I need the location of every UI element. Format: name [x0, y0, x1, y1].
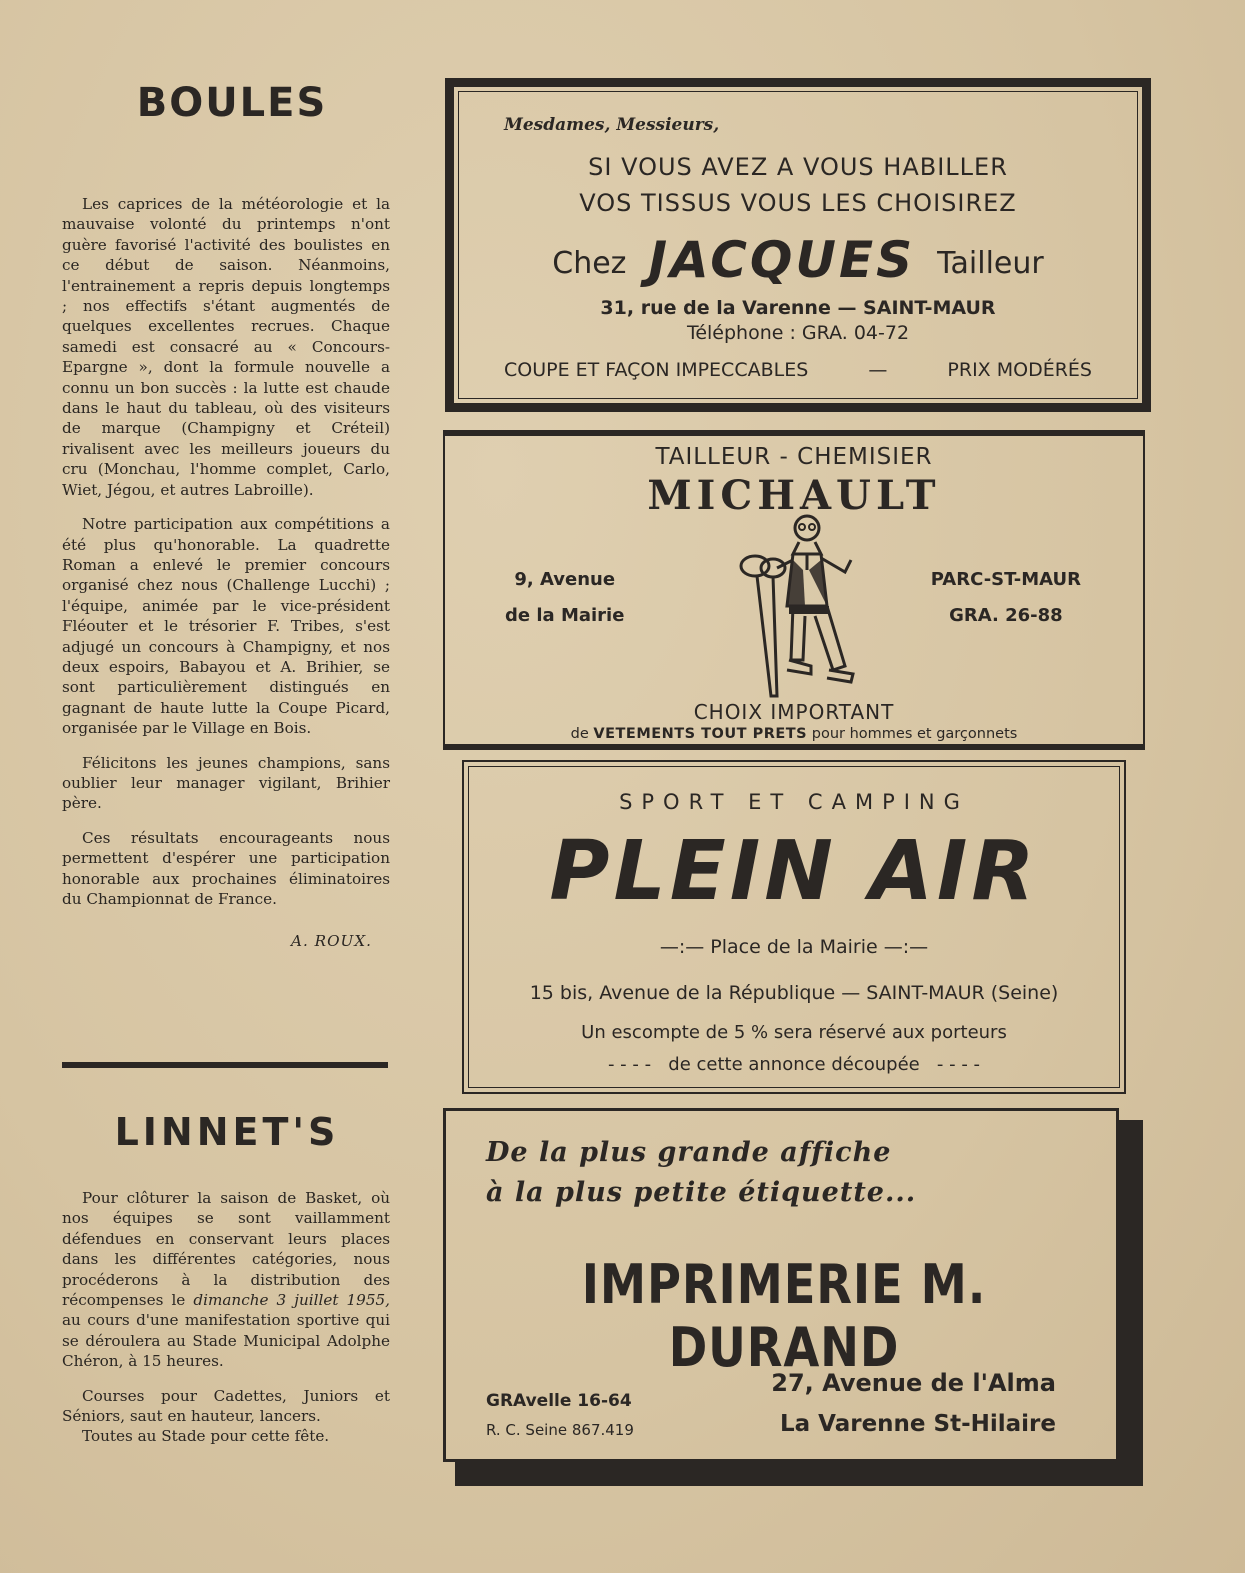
ad-brand: IMPRIMERIE M. DURAND: [581, 1253, 987, 1379]
linnets-heading: LINNET'S: [114, 1110, 340, 1154]
ad-trade: Tailleur: [937, 246, 1044, 281]
ad-greeting: Mesdames, Messieurs,: [504, 115, 720, 135]
ad-slogan: De la plus grande affiche: [486, 1137, 892, 1168]
ad-address: 31, rue de la Varenne — SAINT-MAUR: [600, 297, 996, 319]
linnets-article: [62, 1188, 390, 1461]
linnets-text: Pour clôturer la saison de Basket, où nos équipes se sont vaillamment défendues en conservant leurs places dans les différentes catégories, nous procéderons à la distribution des récompenses le: [62, 1189, 390, 1310]
boules-paragraph: Félicitons les jeunes champions, sans oublier leur manager vigilant, Brihier père.: [62, 753, 390, 813]
ad-subline-text: de: [570, 726, 589, 742]
ad-footer-left: COUPE ET FAÇON IMPECCABLES: [504, 359, 809, 381]
linnets-date: dimanche 3 juillet 1955,: [193, 1291, 390, 1310]
ad-footer: [504, 359, 1092, 381]
ad-address: 27, Avenue de l'Alma: [771, 1369, 1056, 1397]
ad-contact-block: [931, 562, 1081, 634]
ad-footer-right: PRIX MODÉRÉS: [947, 359, 1092, 381]
ad-shadow: [455, 1462, 1143, 1486]
ad-shadow: [1119, 1120, 1143, 1486]
ad-address-line: 9, Avenue: [514, 569, 616, 590]
ad-chez: Chez: [552, 246, 627, 281]
ad-phone: GRAvelle 16-64: [486, 1391, 632, 1411]
ad-address-block: [505, 562, 624, 634]
ad-top-line: SPORT ET CAMPING: [619, 790, 969, 814]
ad-imprimerie-durand: [443, 1108, 1143, 1486]
ad-brand: JACQUES: [648, 231, 916, 289]
ad-brand: MICHAULT: [647, 472, 941, 519]
ad-headline: SI VOUS AVEZ A VOUS HABILLER: [588, 153, 1008, 181]
ad-headline: VOS TISSUS VOUS LES CHOISIREZ: [579, 189, 1017, 217]
ad-address: La Varenne St-Hilaire: [779, 1411, 1056, 1437]
ad-top-line: TAILLEUR - CHEMISIER: [655, 444, 933, 470]
ad-subline-bold: VETEMENTS TOUT PRETS: [593, 726, 808, 742]
ad-brand: PLEIN AIR: [549, 824, 1039, 919]
ad-jacques: [445, 78, 1151, 412]
section-divider: [62, 1062, 388, 1068]
linnets-paragraph: Toutes au Stade pour cette fête.: [82, 1427, 330, 1446]
ad-address: 15 bis, Avenue de la République — SAINT-MAUR (Seine): [529, 982, 1059, 1004]
boules-paragraph: Les caprices de la météorologie et la mauvaise volonté du printemps n'ont guère favorisé l'activité des boulistes en ce début de saison. Néanmoins, l'entrainement a repris depuis longtemps ; nos effectifs s'étant augmentés de quelques excellentes recrues. Chaque samedi est consacré au « Concours-Epargne », dont la formule nouvelle a connu un bon succès : la lutte est chaude dans le haut du tableau, où des visiteurs de marque (Champigny et Créteil) rivalisent avec les meilleurs joueurs du cru (Monchau, l'homme complet, Carlo, Wiet, Jégou, et autres Labroille).: [62, 195, 390, 499]
ad-slogan: à la plus petite étiquette...: [486, 1177, 917, 1208]
boules-article: [62, 194, 390, 966]
ad-discount: Un escompte de 5 % sera réservé aux porteurs: [581, 1022, 1007, 1043]
linnets-text: au cours d'une manifestation sportive qui se déroulera au Stade Municipal Adolphe Chéron, à 15 heures.: [62, 1311, 390, 1371]
ad-address-line: de la Mairie: [505, 605, 625, 626]
ad-phone: Téléphone : GRA. 04-72: [686, 322, 910, 344]
boules-paragraph: Ces résultats encourageants nous permettent d'espérer une participation honorable aux prochaines éliminatoires du Championnat de France.: [62, 828, 390, 908]
tailor-scissors-illustration: [733, 510, 863, 700]
boules-signature: A. ROUX.: [291, 932, 372, 951]
ad-registration: R. C. Seine 867.419: [486, 1421, 634, 1439]
ad-footer-dash: —: [868, 359, 888, 381]
ad-choix: CHOIX IMPORTANT: [693, 700, 895, 724]
boules-paragraph: Notre participation aux compétitions a été plus qu'honorable. La quadrette Roman a enlevé le premier concours organisé chez nous (Challenge Lucchi) ; l'équipe, animée par le vice-président Fléouter et le trésorier F. Tribes, s'est adjugé un concours à Champigny, et nos deux espoirs, Babayou et A. Brihier, se sont particulièrement distingués en gagnant de haute lutte la Coupe Picard, organisée par le Village en Bois.: [62, 515, 390, 738]
ad-subline: [445, 726, 1143, 742]
linnets-paragraph: Courses pour Cadettes, Juniors et Séniors, saut en hauteur, lancers.: [62, 1386, 390, 1426]
ad-brand-line: [454, 231, 1142, 289]
ad-michault: [443, 430, 1145, 750]
ad-box: [443, 1108, 1119, 1462]
ad-location: PARC-ST-MAUR: [930, 569, 1081, 590]
linnets-paragraph: [62, 1188, 390, 1372]
ad-place: —:— Place de la Mairie —:—: [659, 936, 929, 958]
ad-phone: GRA. 26-88: [949, 605, 1063, 626]
ad-plein-air: [462, 760, 1126, 1094]
ad-subline-text: pour hommes et garçonnets: [811, 726, 1018, 742]
boules-heading: BOULES: [136, 80, 328, 126]
ad-cutout-note: - - - - de cette annonce découpée - - - -: [607, 1054, 981, 1075]
